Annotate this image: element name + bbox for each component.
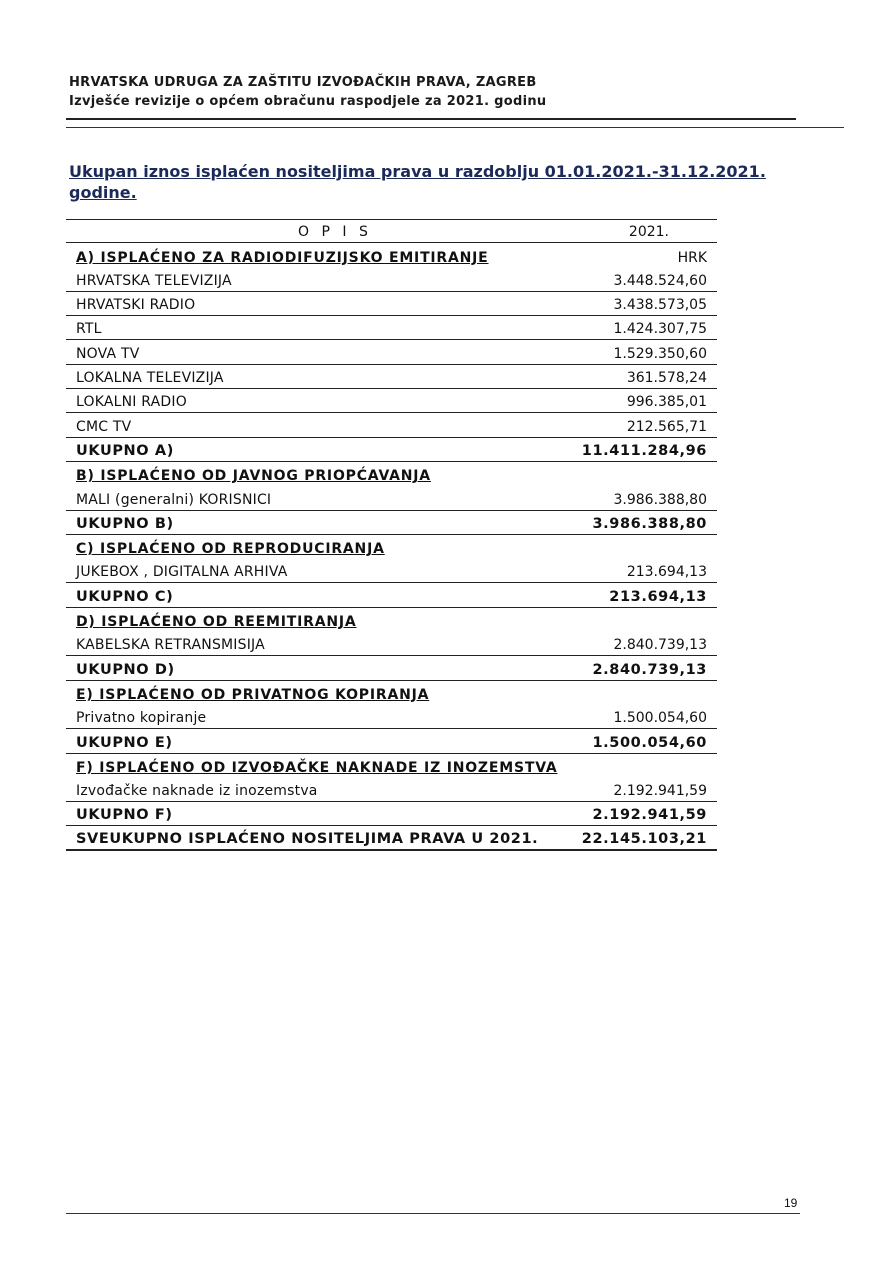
table-row: [66, 559, 717, 583]
column-header-year: 2021.: [628, 224, 669, 241]
row-amount: 2.840.739,13: [613, 637, 707, 654]
column-header-description: O P I S: [298, 224, 372, 241]
row-description: E) ISPLAĆENO OD PRIVATNOG KOPIRANJA: [76, 686, 430, 703]
row-description: HRVATSKA TELEVIZIJA: [76, 272, 232, 289]
row-description: F) ISPLAĆENO OD IZVOĐAČKE NAKNADE IZ INOZEMSTVA: [76, 759, 558, 776]
row-description: UKUPNO A): [76, 442, 174, 459]
header-rule: [66, 118, 796, 120]
row-amount: 11.411.284,96: [581, 442, 707, 459]
row-description: MALI (generalni) KORISNICI: [76, 491, 272, 508]
row-description: KABELSKA RETRANSMISIJA: [76, 637, 265, 654]
row-description: A) ISPLAĆENO ZA RADIODIFUZIJSKO EMITIRANJE: [76, 249, 489, 266]
table-row: [66, 413, 717, 437]
table-row: [66, 389, 717, 413]
row-description: HRVATSKI RADIO: [76, 297, 196, 314]
row-description: CMC TV: [76, 418, 132, 435]
document-header: [69, 73, 546, 111]
report-title: Izvješće revizije o općem obračunu raspodjele za 2021. godinu: [69, 94, 547, 109]
row-description: UKUPNO B): [76, 515, 174, 532]
row-description: UKUPNO F): [76, 807, 173, 824]
table-row: [66, 632, 717, 656]
row-description: B) ISPLAĆENO OD JAVNOG PRIOPĆAVANJA: [76, 468, 431, 485]
footer-rule: [66, 1213, 800, 1214]
page-number: 19: [784, 1196, 798, 1210]
subtotal-row: [66, 802, 717, 826]
row-amount: 1.424.307,75: [613, 321, 707, 338]
category-row: [66, 462, 717, 486]
row-amount: 1.500.054,60: [613, 710, 707, 727]
row-amount: 1.500.054,60: [592, 734, 707, 751]
grand-total-row: [66, 826, 717, 850]
row-description: Privatno kopiranje: [76, 710, 207, 727]
row-description: D) ISPLAĆENO OD REEMITIRANJA: [76, 614, 357, 631]
payout-table: [66, 219, 717, 851]
row-amount: 3.438.573,05: [613, 297, 707, 314]
subtotal-row: [66, 583, 717, 607]
row-amount: 996.385,01: [626, 394, 707, 411]
table-row: [66, 778, 717, 802]
table-row: [66, 340, 717, 364]
header-rule-thin: [66, 127, 844, 128]
category-row: [66, 681, 717, 705]
table-row: [66, 365, 717, 389]
row-description: UKUPNO D): [76, 661, 175, 678]
table-row: [66, 316, 717, 340]
row-amount: 2.192.941,59: [613, 783, 707, 800]
row-description: LOKALNI RADIO: [76, 394, 187, 411]
row-description: Izvođačke naknade iz inozemstva: [76, 783, 318, 800]
subtotal-row: [66, 656, 717, 680]
category-row: [66, 754, 717, 778]
row-amount: 2.192.941,59: [592, 807, 707, 824]
table-row: [66, 268, 717, 292]
row-amount: 3.986.388,80: [613, 491, 707, 508]
row-amount: 22.145.103,21: [581, 830, 707, 847]
row-amount: 361.578,24: [626, 370, 707, 387]
row-amount: 2.840.739,13: [592, 661, 707, 678]
row-description: NOVA TV: [76, 345, 140, 362]
subtotal-row: [66, 511, 717, 535]
row-description: SVEUKUPNO ISPLAĆENO NOSITELJIMA PRAVA U 2021.: [76, 830, 539, 847]
row-amount: HRK: [677, 249, 707, 266]
row-amount: 213.694,13: [609, 588, 707, 605]
row-amount: 3.986.388,80: [592, 515, 707, 532]
row-amount: 213.694,13: [626, 564, 707, 581]
row-description: C) ISPLAĆENO OD REPRODUCIRANJA: [76, 541, 385, 558]
row-description: LOKALNA TELEVIZIJA: [76, 370, 224, 387]
table-header-row: [66, 219, 717, 243]
row-amount: 3.448.524,60: [613, 272, 707, 289]
table-row: [66, 486, 717, 510]
category-row: [66, 535, 717, 559]
table-row: [66, 705, 717, 729]
row-description: UKUPNO E): [76, 734, 173, 751]
organization-title: HRVATSKA UDRUGA ZA ZAŠTITU IZVOĐAČKIH PRAVA, ZAGREB: [69, 75, 537, 90]
row-amount: 212.565,71: [626, 418, 707, 435]
section-title: Ukupan iznos isplaćen nositeljima prava u razdoblju 01.01.2021.-31.12.2021. godine.: [69, 162, 766, 202]
subtotal-row: [66, 438, 717, 462]
row-description: RTL: [76, 321, 102, 338]
category-row: [66, 243, 717, 267]
row-amount: 1.529.350,60: [613, 345, 707, 362]
subtotal-row: [66, 729, 717, 753]
row-description: UKUPNO C): [76, 588, 174, 605]
category-row: [66, 608, 717, 632]
table-row: [66, 292, 717, 316]
row-description: JUKEBOX , DIGITALNA ARHIVA: [76, 564, 288, 581]
